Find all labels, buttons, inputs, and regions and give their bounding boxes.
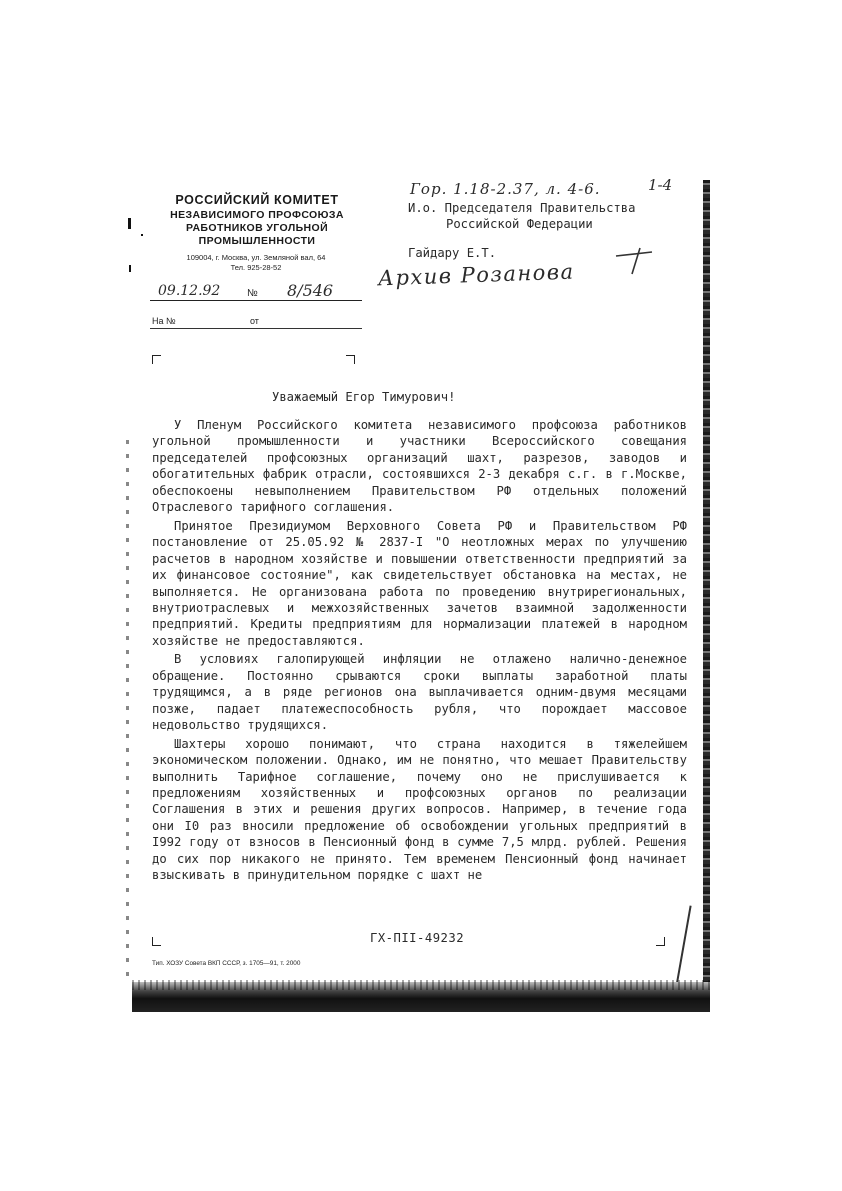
outgoing-date: 09.12.92: [158, 283, 221, 299]
addressee-line-2: Российской Федерации: [446, 217, 593, 231]
paragraph: В условиях галопирующей инфляции не отлажено налично-денежное обращение. Постоянно срываются сроки выплаты заработной платы трудящимся, а в ряде регионов она выплачивается одним-двумя месяцами позже, падает платежеспособность рубля, что порождает массовое недовольство трудящихся.: [152, 652, 687, 733]
printer-footer: Тип. ХОЗУ Совета ВКП СССР, з. 1705—91, т. 2000: [152, 960, 301, 967]
handwritten-archive-note: Гор. 1.18-2.37, л. 4-6.: [410, 180, 601, 198]
document-code: ГХ-ПII-49232: [370, 931, 465, 945]
salutation: Уважаемый Егор Тимурович!: [272, 390, 456, 404]
ref-from-label: от: [250, 316, 259, 326]
paragraph: У Пленум Российского комитета независимого профсоюза работников угольной промышленности и участники Всероссийского совещания председателей профсоюзных организаций шахт, разрезов, заводов и обогатительных фабрик отрасли, состоявшихся 2-3 декабря с.г. в г.Москве, обеспокоены невыполнением Правительством РФ отдельных положений Отраслевого тарифного соглашения.: [152, 418, 687, 515]
corner-mark: [346, 355, 355, 364]
corner-mark: [656, 937, 665, 946]
scan-edge-hatch: [132, 980, 710, 990]
scan-edge-right: [703, 180, 710, 995]
handwritten-archive-label: Архив Розанова: [377, 259, 575, 291]
outgoing-number: 8/546: [287, 281, 334, 300]
date-underline: [150, 300, 362, 301]
letterhead-line-4: ПРОМЫШЛЕННОСТИ: [198, 235, 316, 247]
ref-number-label: На №: [152, 316, 176, 326]
handwritten-page-note: 1-4: [648, 176, 673, 194]
scan-speck: [141, 234, 143, 236]
addressee-block: [408, 200, 635, 232]
paragraph: Шахтеры хорошо понимают, что страна находится в тяжелейшем экономическом положении. Однако, им не понятно, что мешает Правительству выполнить Тарифное соглашение, почему оно не прислушивается к предложениям хозяйственных и профсоюзных органов по реализации Соглашения в этих и решения других вопросов. Например, в течение года они I0 раз вносили предложение об освобождении угольных предприятий в I992 году от взносов в Пенсионный фонд в сумме 7,5 млрд. рублей. Решения до сих пор никакого не принято. Тем временем Пенсионный фонд начинает взыскивать в принудительном порядке с шахт не: [152, 736, 687, 883]
letterhead-address: [158, 253, 354, 273]
ref-underline: [150, 328, 362, 329]
paragraph: Принятое Президиумом Верховного Совета РФ и Правительством РФ постановление от 25.05.92 № 2837-I "О неотложных мерах по улучшению расчетов в народном хозяйстве и повышении ответственности предприятий за их финансовое состояние", как свидетельствует обстановка на местах, не выполняется. Не организована работа по проведению внутрирегиональных, внутриотраслевых и межхозяйственных зачетов взаимной задолженности предприятий. Кредиты предприятиям для нормализации платежей в народном хозяйстве не предоставляются.: [152, 518, 687, 648]
scan-edge-left: [126, 440, 129, 980]
scan-speck: [128, 218, 131, 229]
phone-line: Тел. 925-28-52: [230, 263, 282, 272]
letterhead-line-2: НЕЗАВИСИМОГО ПРОФСОЮЗА: [170, 209, 344, 221]
letterhead-line-1: РОССИЙСКИЙ КОМИТЕТ: [175, 193, 339, 207]
number-label: №: [247, 288, 258, 299]
corner-mark: [152, 355, 161, 364]
letter-body: [152, 417, 687, 886]
addressee-line-1: И.о. Председателя Правительства: [408, 201, 636, 215]
letterhead-line-3: РАБОТНИКОВ УГОЛЬНОЙ: [185, 222, 329, 234]
handwritten-mark: [612, 246, 658, 276]
scan-speck: [129, 265, 131, 272]
addressee-name: Гайдару Е.Т.: [408, 246, 497, 260]
address-line: 109004, г. Москва, ул. Земляной вал, 64: [186, 253, 326, 262]
corner-mark: [152, 937, 161, 946]
